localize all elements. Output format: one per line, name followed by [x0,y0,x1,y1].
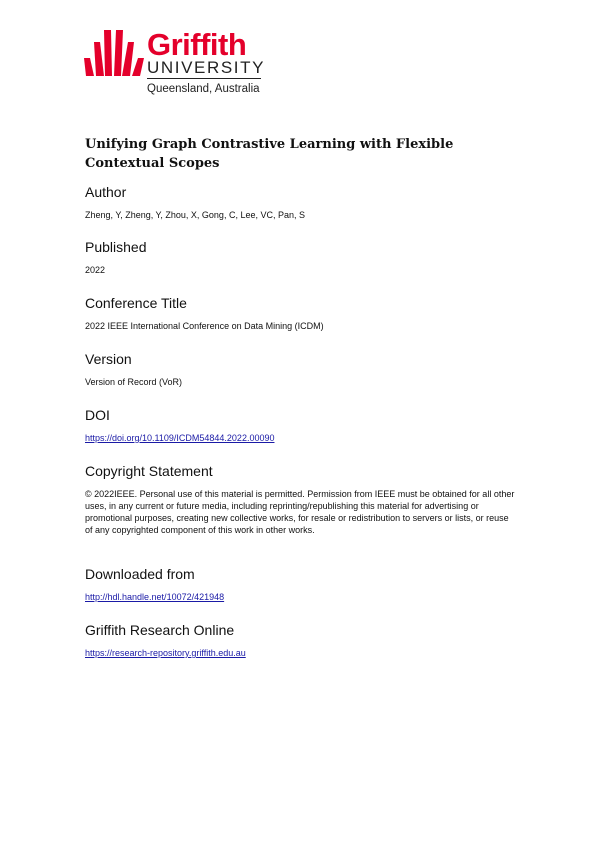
logo-wordmark: Griffith [147,27,247,62]
handle-link[interactable]: http://hdl.handle.net/10072/421948 [85,592,225,602]
version-section [85,351,515,388]
published-value: 2022 [85,265,106,275]
version-heading: Version [85,351,132,367]
griffith-flame-icon [84,28,144,78]
griffith-logo [84,28,266,98]
copyright-heading: Copyright Statement [85,463,213,479]
author-heading: Author [85,184,127,200]
author-section [85,184,515,221]
doi-section [85,407,515,444]
published-heading: Published [85,239,147,255]
doi-link[interactable]: https://doi.org/10.1109/ICDM54844.2022.00090 [85,433,275,443]
doi-heading: DOI [85,407,110,423]
copyright-section [85,463,515,536]
published-section [85,239,515,276]
paper-title: Unifying Graph Contrastive Learning with Flexible Contextual Scopes [85,137,454,171]
conference-heading: Conference Title [85,295,187,311]
repository-section [85,622,515,659]
conference-section [85,295,515,332]
downloaded-section [85,566,515,603]
author-value: Zheng, Y, Zheng, Y, Zhou, X, Gong, C, Lee, VC, Pan, S [85,210,305,220]
repository-link[interactable]: https://research-repository.griffith.edu.au [85,648,246,658]
conference-value: 2022 IEEE International Conference on Data Mining (ICDM) [85,321,324,331]
version-value: Version of Record (VoR) [85,377,183,387]
logo-divider [147,78,261,79]
copyright-value: © 2022IEEE. Personal use of this material is permitted. Permission from IEEE must be obtained for all other uses, in any current or future media, including reprinting/republishing this material for advertising or promotional purposes, creating new collective works, for resale or redistribution to servers or lists, or reuse of any copyrighted component of this work in other works. [85,489,515,535]
repository-heading: Griffith Research Online [85,622,235,638]
logo-university: UNIVERSITY [147,58,266,77]
logo-location: Queensland, Australia [147,83,260,95]
downloaded-heading: Downloaded from [85,566,195,582]
